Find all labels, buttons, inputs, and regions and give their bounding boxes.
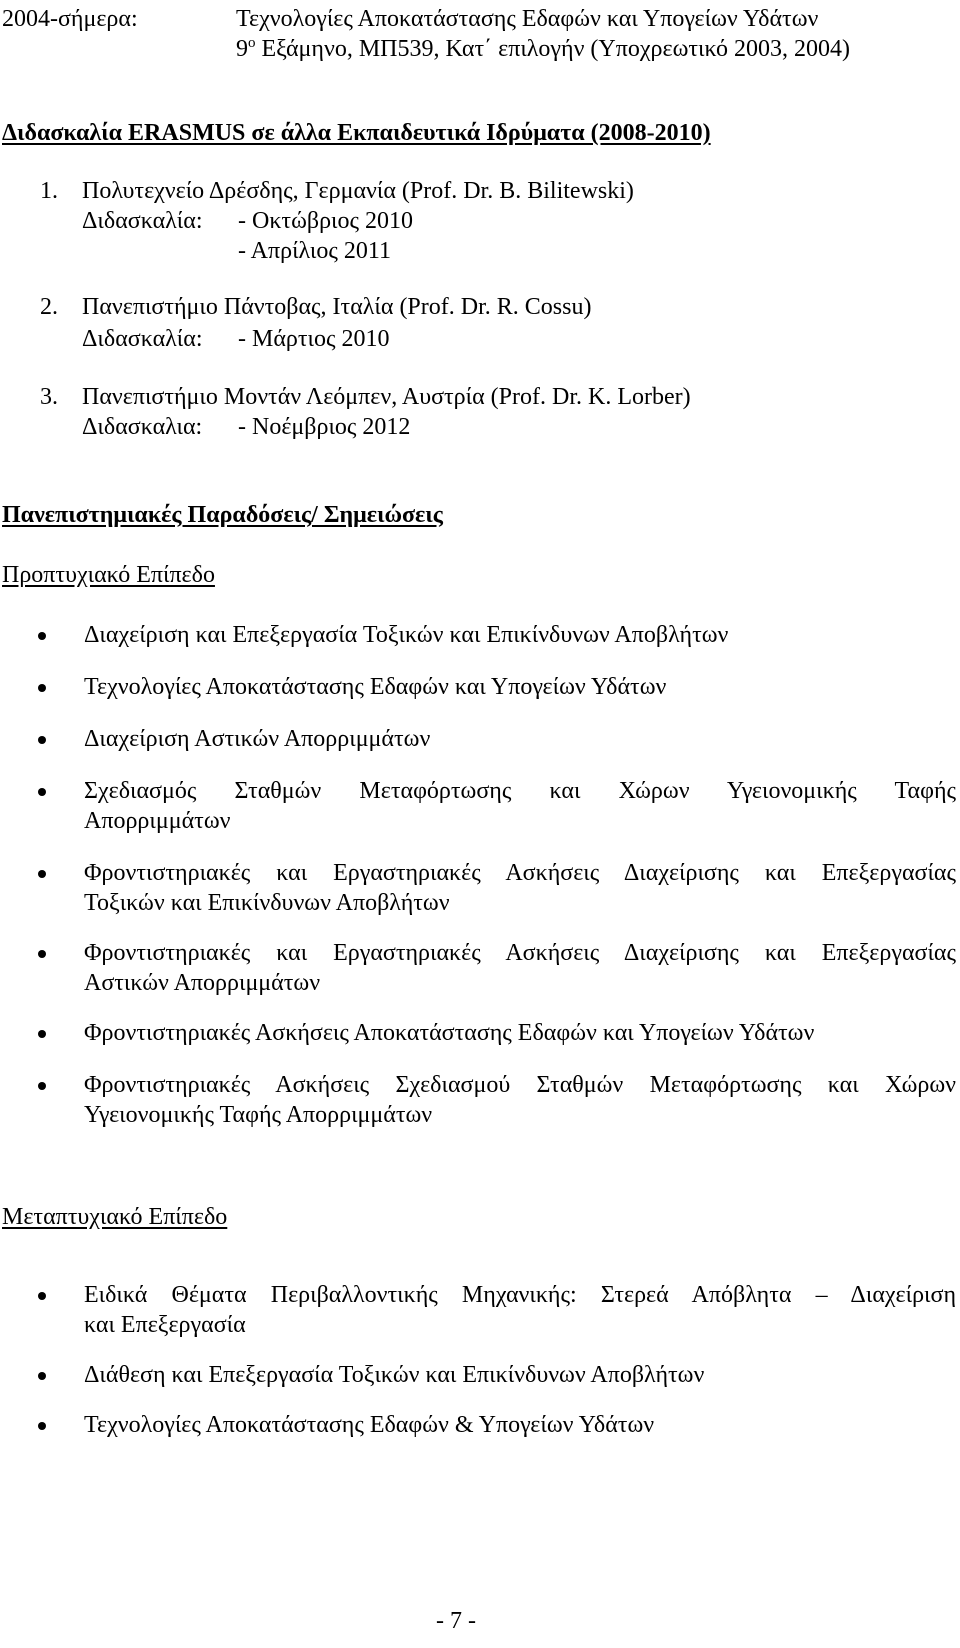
undergrad-item (84, 1070, 956, 1130)
page-number: - 7 - (436, 1608, 476, 1634)
teaching-label: Διδασκαλία: (82, 208, 203, 234)
undergrad-item-text: Σχεδιασμός Σταθμών Μεταφόρτωσης και Χώρων Υγειονομικής Ταφής (84, 778, 956, 804)
postgrad-item-text: Διάθεση και Επεξεργασία Τοξικών και Επικίνδυνων Αποβλήτων (84, 1362, 705, 1388)
bullet-icon (38, 1030, 46, 1038)
undergrad-item-text: Διαχείριση Αστικών Απορριμμάτων (84, 726, 431, 752)
undergrad-heading: Προπτυχιακό Επίπεδο (2, 562, 215, 588)
undergrad-item (84, 776, 956, 836)
bullet-icon (38, 788, 46, 796)
undergrad-item-text: Φροντιστηριακές και Εργαστηριακές Ασκήσεις Διαχείρισης και Επεξεργασίας (84, 860, 956, 886)
bullet-icon (38, 950, 46, 958)
erasmus-heading: Διδασκαλία ERASMUS σε άλλα Εκπαιδευτικά Ιδρύματα (2008-2010) (2, 120, 711, 146)
postgrad-item (84, 1360, 956, 1390)
erasmus-entry-title: Πολυτεχνείο Δρέσδης, Γερμανία (Prof. Dr. B. Bilitewski) (82, 178, 634, 204)
undergrad-item-text: Διαχείριση και Επεξεργασία Τοξικών και Επικίνδυνων Αποβλήτων (84, 622, 729, 648)
teaching-label: Διδασκαλια: (82, 414, 203, 440)
semester-number: 9 (236, 36, 248, 62)
bullet-icon (38, 1372, 46, 1380)
postgrad-item (84, 1280, 956, 1340)
undergrad-item (84, 1018, 956, 1048)
bullet-icon (38, 1292, 46, 1300)
course-details (236, 34, 850, 64)
undergrad-item-text: Απορριμμάτων (84, 808, 231, 834)
undergrad-item (84, 938, 956, 998)
bullet-icon (38, 684, 46, 692)
bullet-icon (38, 1422, 46, 1430)
teaching-label: Διδασκαλία: (82, 326, 203, 352)
notes-heading: Πανεπιστημιακές Παραδόσεις/ Σημειώσεις (2, 502, 443, 528)
period-label: 2004-σήμερα: (2, 6, 138, 32)
undergrad-item-text: Φροντιστηριακές Ασκήσεις Σχεδιασμού Σταθμών Μεταφόρτωσης και Χώρων (84, 1072, 956, 1098)
undergrad-item (84, 620, 956, 650)
postgrad-item-text: και Επεξεργασία (84, 1312, 246, 1338)
erasmus-entry-title: Πανεπιστήμιο Μοντάν Λεόμπεν, Αυστρία (Prof. Dr. K. Lorber) (82, 384, 691, 410)
teaching-date: - Μάρτιος 2010 (238, 326, 390, 352)
erasmus-entry-title: Πανεπιστήμιο Πάντοβας, Ιταλία (Prof. Dr. R. Cossu) (82, 294, 592, 320)
postgrad-item (84, 1410, 956, 1440)
erasmus-entry-number: 3. (40, 384, 58, 410)
undergrad-item-text: Τεχνολογίες Αποκατάστασης Εδαφών και Υπογείων Υδάτων (84, 674, 667, 700)
undergrad-item (84, 672, 956, 702)
undergrad-item-text: Υγειονομικής Ταφής Απορριμμάτων (84, 1102, 433, 1128)
erasmus-entry-number: 2. (40, 294, 58, 320)
undergrad-item (84, 858, 956, 918)
erasmus-entry-number: 1. (40, 178, 58, 204)
bullet-icon (38, 736, 46, 744)
teaching-date: - Νοέμβριος 2012 (238, 414, 411, 440)
undergrad-item-text: Αστικών Απορριμμάτων (84, 970, 321, 996)
undergrad-item-text: Φροντιστηριακές Ασκήσεις Αποκατάστασης Εδαφών και Υπογείων Υδάτων (84, 1020, 815, 1046)
bullet-icon (38, 1082, 46, 1090)
teaching-date: - Απρίλιος 2011 (238, 238, 391, 264)
bullet-icon (38, 632, 46, 640)
course-info: Εξάμηνο, ΜΠ539, Κατ΄ επιλογήν (Υποχρεωτικό 2003, 2004) (255, 36, 851, 62)
postgrad-heading: Μεταπτυχιακό Επίπεδο (2, 1204, 228, 1230)
undergrad-item-text: Τοξικών και Επικίνδυνων Αποβλήτων (84, 890, 450, 916)
bullet-icon (38, 870, 46, 878)
teaching-date: - Οκτώβριος 2010 (238, 208, 414, 234)
undergrad-item (84, 724, 956, 754)
semester-ordinal: ο (248, 35, 256, 51)
postgrad-item-text: Ειδικά Θέματα Περιβαλλοντικής Μηχανικής: Στερεά Απόβλητα – Διαχείριση (84, 1282, 956, 1308)
undergrad-item-text: Φροντιστηριακές και Εργαστηριακές Ασκήσεις Διαχείρισης και Επεξεργασίας (84, 940, 956, 966)
postgrad-item-text: Τεχνολογίες Αποκατάστασης Εδαφών & Υπογείων Υδάτων (84, 1412, 655, 1438)
course-title: Τεχνολογίες Αποκατάστασης Εδαφών και Υπογείων Υδάτων (236, 6, 819, 32)
